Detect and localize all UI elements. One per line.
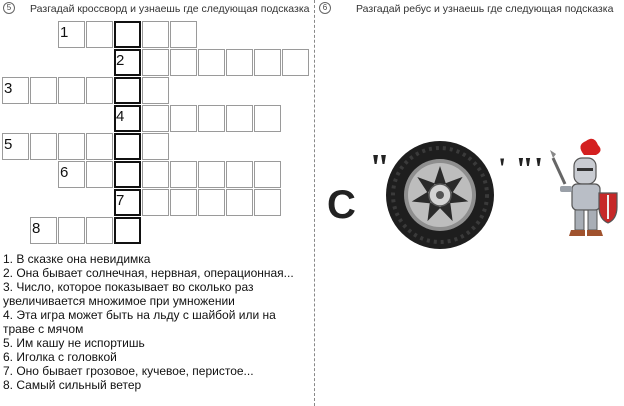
crossword-cell[interactable] — [170, 161, 197, 188]
crossword-cell[interactable] — [226, 189, 253, 216]
crossword-cell[interactable] — [226, 49, 253, 76]
crossword-cell[interactable] — [86, 161, 113, 188]
crossword-key-cell[interactable] — [114, 77, 141, 104]
clue-line: увеличивается множимое при умножении — [3, 294, 235, 308]
crossword-cell[interactable] — [30, 77, 57, 104]
crossword-cell[interactable] — [58, 217, 85, 244]
crossword-row-number: 2 — [116, 52, 125, 69]
crossword-cell[interactable] — [170, 21, 197, 48]
crossword-cell[interactable] — [226, 161, 253, 188]
clue-line: 7. Оно бывает грозовое, кучевое, перистое... — [3, 364, 254, 378]
crossword-cell[interactable] — [142, 49, 169, 76]
crossword-cell[interactable] — [254, 49, 281, 76]
crossword-cell[interactable] — [198, 161, 225, 188]
crossword-key-cell[interactable] — [114, 161, 141, 188]
crossword-cell[interactable] — [198, 189, 225, 216]
crossword-cell[interactable] — [86, 77, 113, 104]
crossword-cell[interactable] — [142, 133, 169, 160]
crossword-title: Разгадай кроссворд и узнаешь где следующая подсказка — [30, 3, 310, 15]
crossword-row-number: 8 — [32, 220, 41, 237]
crossword-row-number: 3 — [4, 80, 13, 97]
clue-line: 2. Она бывает солнечная, нервная, операционная... — [3, 266, 294, 280]
rebus-panel — [316, 0, 624, 406]
clue-line: 6. Иголка с головкой — [3, 350, 117, 364]
clue-line: 3. Число, которое показывает во сколько раз — [3, 280, 254, 294]
crossword-cell[interactable] — [86, 217, 113, 244]
comma-marks-before-tire: " — [369, 147, 391, 189]
crossword-cell[interactable] — [142, 21, 169, 48]
crossword-cell[interactable] — [170, 49, 197, 76]
panel-divider — [314, 0, 315, 406]
crossword-cell[interactable] — [30, 133, 57, 160]
clue-line: 8. Самый сильный ветер — [3, 378, 142, 392]
crossword-cell[interactable] — [142, 189, 169, 216]
crossword-row-number: 1 — [60, 24, 69, 41]
clue-line: 5. Им кашу не испортишь — [3, 336, 145, 350]
crossword-key-cell[interactable] — [114, 217, 141, 244]
task-number-badge: 6 — [319, 2, 331, 14]
crossword-cell[interactable] — [254, 105, 281, 132]
crossword-cell[interactable] — [198, 105, 225, 132]
crossword-cell[interactable] — [254, 189, 281, 216]
crossword-cell[interactable] — [58, 133, 85, 160]
rebus-title: Разгадай ребус и узнаешь где следующая подсказка — [356, 3, 614, 15]
crossword-cell[interactable] — [86, 133, 113, 160]
knight-icon — [550, 139, 617, 236]
rebus-letter: С — [327, 183, 356, 227]
task-number-badge: 5 — [3, 2, 15, 14]
comma-mark-after-tire: ' — [498, 152, 507, 185]
clue-line: 4. Эта игра может быть на льду с шайбой или на — [3, 308, 276, 322]
crossword-cell[interactable] — [282, 49, 309, 76]
rebus-picture — [316, 0, 624, 406]
crossword-cell[interactable] — [86, 21, 113, 48]
crossword-row-number: 5 — [4, 136, 13, 153]
crossword-clues — [3, 252, 294, 392]
clue-line: траве с мячом — [3, 322, 84, 336]
crossword-cell[interactable] — [198, 49, 225, 76]
comma-marks-before-knight: "' — [515, 151, 544, 188]
crossword-cell[interactable] — [142, 105, 169, 132]
crossword-key-cell[interactable] — [114, 21, 141, 48]
crossword-cell[interactable] — [226, 105, 253, 132]
clue-line: 1. В сказке она невидимка — [3, 252, 151, 266]
crossword-cell[interactable] — [254, 161, 281, 188]
crossword-cell[interactable] — [142, 161, 169, 188]
crossword-row-number: 7 — [116, 192, 125, 209]
crossword-row-number: 6 — [60, 164, 69, 181]
crossword-row-number: 4 — [116, 108, 125, 125]
crossword-cell[interactable] — [58, 77, 85, 104]
crossword-cell[interactable] — [142, 77, 169, 104]
crossword-cell[interactable] — [170, 189, 197, 216]
tire-icon — [386, 141, 494, 249]
crossword-key-cell[interactable] — [114, 133, 141, 160]
crossword-cell[interactable] — [170, 105, 197, 132]
